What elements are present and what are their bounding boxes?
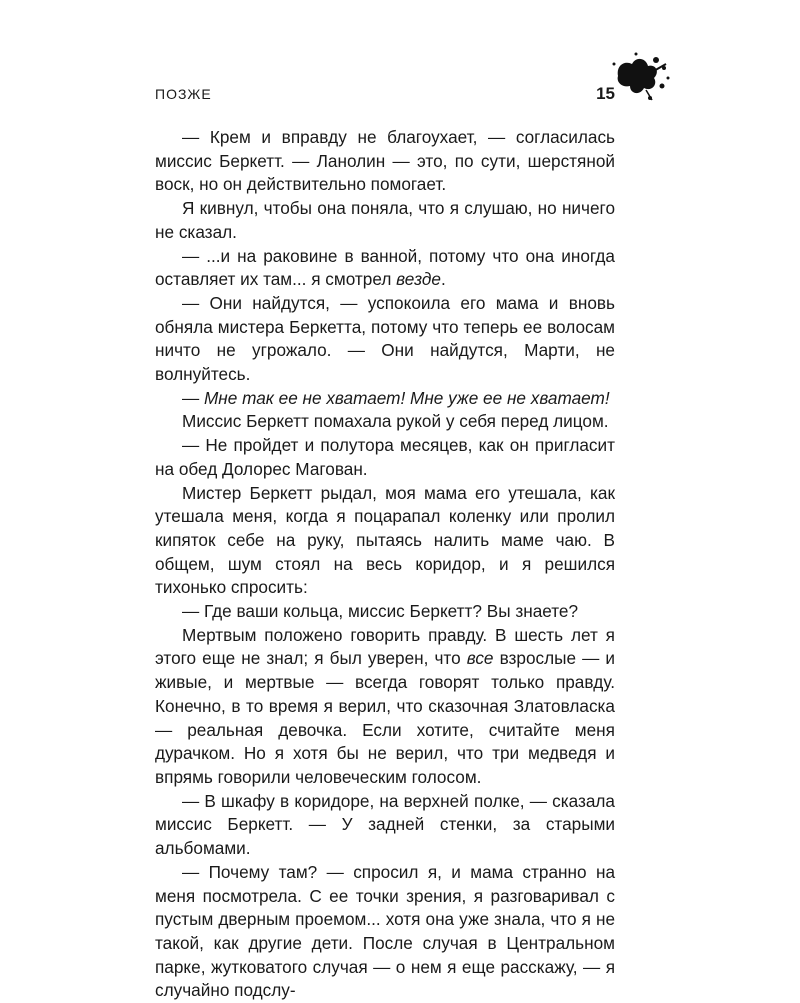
paragraph bbox=[155, 482, 615, 601]
paragraph bbox=[155, 245, 615, 292]
page-header bbox=[155, 86, 615, 110]
paragraph bbox=[155, 624, 615, 790]
paragraph bbox=[155, 861, 615, 1003]
paragraph bbox=[155, 790, 615, 861]
paragraph bbox=[155, 126, 615, 197]
italic-text: Мне так ее не хватает! Мне уже ее не хватает! bbox=[203, 387, 610, 408]
text-run: — Где ваши кольца, миссис Беркетт? Вы знаете? bbox=[182, 601, 579, 622]
text-run: взрослые — и живые, и мертвые — всегда говорят только правду. Конечно, в то время я верил, что сказочная Златовласка — реальная девочка. Если хотите, считайте меня дурачком. Но я хотя бы не верил, что три медведя и впрямь говорили человеческим голосом. bbox=[155, 648, 615, 787]
paragraph bbox=[155, 197, 615, 244]
text-run: . bbox=[440, 269, 446, 290]
text-run: Миссис Беркетт помахала рукой у себя перед лицом. bbox=[182, 411, 609, 432]
italic-text: везде bbox=[396, 269, 441, 290]
text-run: — Они найдутся, — успокоила его мама и вновь обняла мистера Беркетта, потому что теперь ее волосам ничто не угрожало. — Они найдутся, Марти, не волнуйтесь. bbox=[155, 292, 615, 385]
paragraph bbox=[155, 434, 615, 481]
paragraph bbox=[155, 387, 615, 411]
text-run: — Почему там? — спросил я, и мама странно на меня посмотрела. С ее точки зрения, я разговаривал с пустым дверным проемом... хотя она уже знала, что я не такой, как другие дети. После случая в Центральном парке, жутковатого случая — о нем я еще расскажу, — я случайно подслу- bbox=[155, 861, 615, 1001]
paragraph bbox=[155, 410, 615, 434]
text-run: — bbox=[182, 387, 204, 408]
paragraph bbox=[155, 292, 615, 387]
paragraph bbox=[155, 600, 615, 624]
ink-blot-icon bbox=[606, 46, 676, 106]
text-run: Мертвым положено говорить правду. В шесть лет я этого еще не знал; я был уверен, что bbox=[155, 624, 615, 669]
text-run: Я кивнул, чтобы она поняла, что я слушаю, но ничего не сказал. bbox=[155, 198, 615, 242]
text-run: — ...и на раковине в ванной, потому что она иногда оставляет их там... я смотрел bbox=[155, 245, 615, 290]
text-run: — Крем и вправду не благоухает, — согласилась миссис Беркетт. — Ланолин — это, по сути, шерстяной воск, но он действительно помогает. bbox=[155, 127, 615, 195]
italic-text: все bbox=[466, 648, 494, 669]
page-number: 15 bbox=[596, 84, 615, 103]
text-run: — В шкафу в коридоре, на верхней полке, — сказала миссис Беркетт. — У задней стенки, за старыми альбомами. bbox=[155, 790, 615, 859]
body-text bbox=[155, 126, 615, 1003]
running-title: ПОЗЖЕ bbox=[155, 86, 212, 102]
text-run: — Не пройдет и полутора месяцев, как он пригласит на обед Долорес Магован. bbox=[155, 435, 615, 479]
text-run: Мистер Беркетт рыдал, моя мама его утешала, как утешала меня, когда я поцарапал коленку или пролил кипяток себе на руку, пытаясь налить маме чаю. В общем, шум стоял на весь коридор, и я решился тихонько спросить: bbox=[155, 482, 615, 598]
